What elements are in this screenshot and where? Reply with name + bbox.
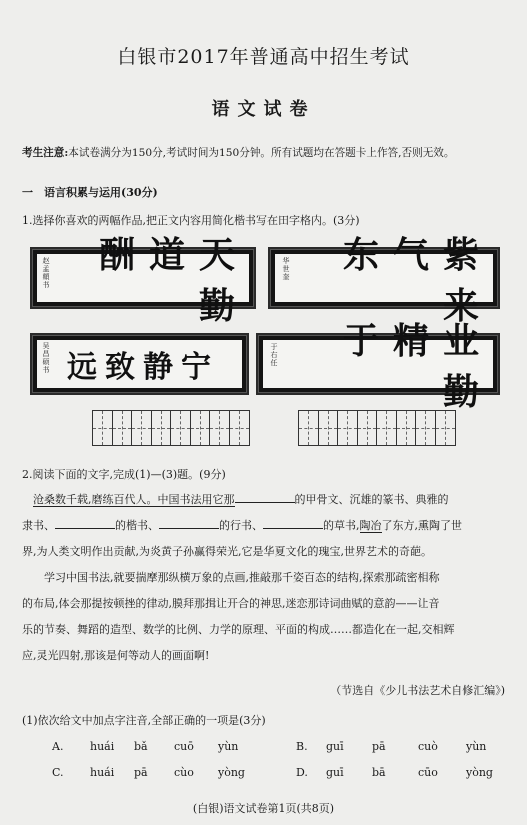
passage-text: 的草书, [323, 519, 360, 532]
work-3-signature: 吴昌硕书 [42, 342, 50, 374]
section-heading: 一 语言积累与运用(30分) [22, 186, 158, 199]
question-2-stem: 2.阅读下面的文字,完成(1)—(3)题。(9分) [22, 468, 226, 481]
calligraphy-work-1 [30, 234, 256, 327]
grid-cell[interactable] [113, 411, 133, 445]
pinyin: pā [134, 766, 148, 779]
pinyin: yòng [218, 766, 245, 779]
pinyin: yùn [218, 740, 239, 753]
fill-blank[interactable] [159, 517, 219, 529]
pinyin: yòng [466, 766, 493, 779]
pinyin: cūo [418, 766, 438, 779]
calligraphy-work-3 [30, 333, 249, 395]
grid-cell[interactable] [171, 411, 191, 445]
work-4-signature: 于右任 [270, 343, 278, 367]
grid-cell[interactable] [319, 411, 339, 445]
work-1-text: 天道酬勤 [98, 234, 249, 327]
work-3-text: 宁静致远 [67, 350, 219, 385]
passage-underlined: 陶冶 [359, 519, 382, 532]
passage-text: 的布局,体会那提按顿挫的律动,膜拜那揖让开合的神思,迷恋那诗词曲赋的意韵——让音 [22, 597, 440, 610]
pinyin: bǎ [134, 740, 148, 753]
pinyin: guī [326, 740, 344, 753]
grid-cell[interactable] [191, 411, 211, 445]
pinyin: pā [372, 740, 386, 753]
pinyin: cuō [174, 740, 194, 753]
pinyin: yùn [466, 740, 487, 753]
passage-paragraph-1 [22, 487, 510, 565]
option-key: B. [296, 740, 308, 753]
passage-text: 乐的节奏、舞蹈的造型、数学的比例、力学的原理、平面的构成……都造化在一起,交相辉 [22, 623, 455, 636]
pinyin: huái [90, 740, 115, 753]
passage-text: 了东方,熏陶了世 [381, 519, 462, 532]
option-key: C. [52, 766, 64, 779]
grid-cell[interactable] [299, 411, 319, 445]
grid-cell[interactable] [230, 411, 250, 445]
passage-text: 的甲骨文、沉雄的篆书、典雅的 [294, 493, 449, 506]
calligraphy-work-4 [256, 320, 500, 413]
answer-grid-right[interactable] [298, 410, 456, 446]
work-1-signature: 赵孟頫书 [42, 257, 50, 289]
passage-text: 界,为人类文明作出贡献,为炎黄子孙赢得荣光,它是华夏文化的瑰宝,世界艺术的奇葩。 [22, 545, 432, 558]
grid-cell[interactable] [436, 411, 456, 445]
question-1-stem: 1.选择你喜欢的两幅作品,把正文内容用简化楷书写在田字格内。(3分) [22, 214, 360, 227]
exam-notice [22, 145, 454, 160]
passage-text: 隶书、 [22, 519, 55, 532]
option-b[interactable] [296, 740, 506, 753]
fill-blank[interactable] [263, 517, 323, 529]
calligraphy-work-2 [268, 234, 500, 327]
grid-cell[interactable] [358, 411, 378, 445]
option-d[interactable] [296, 766, 506, 779]
pinyin: huái [90, 766, 115, 779]
grid-cell[interactable] [152, 411, 172, 445]
passage-text: 应,灵光四射,那该是何等动人的画面啊! [22, 649, 210, 662]
fill-blank[interactable] [55, 517, 115, 529]
fill-blank[interactable] [235, 491, 295, 503]
pinyin: bā [372, 766, 386, 779]
grid-cell[interactable] [93, 411, 113, 445]
grid-cell[interactable] [338, 411, 358, 445]
notice-label: 考生注意: [22, 147, 69, 159]
exam-title: 白银市2017年普通高中招生考试 [117, 46, 410, 68]
passage-text: 沧桑数千载,磨练百代人。中国书法用它那 [33, 493, 235, 506]
grid-cell[interactable] [397, 411, 417, 445]
answer-grid-left[interactable] [92, 410, 250, 446]
grid-cell[interactable] [416, 411, 436, 445]
work-4-text: 业精于勤 [342, 320, 493, 413]
work-2-signature: 华世奎 [282, 257, 290, 281]
work-2-text: 紫气东来 [342, 234, 493, 327]
option-key: D. [296, 766, 308, 779]
passage-text: 的楷书、 [115, 519, 159, 532]
pinyin: guī [326, 766, 344, 779]
option-key: A. [52, 740, 64, 753]
option-a[interactable] [52, 740, 258, 753]
passage-paragraph-2 [22, 565, 510, 669]
notice-text: 本试卷满分为150分,考试时间为150分钟。所有试题均在答题卡上作答,否则无效。 [68, 147, 455, 159]
page-footer: (白银)语文试卷第1页(共8页) [192, 802, 335, 815]
option-c[interactable] [52, 766, 258, 779]
grid-cell[interactable] [210, 411, 230, 445]
pinyin: cùo [174, 766, 194, 779]
question-2-1-stem: (1)依次给文中加点字注音,全部正确的一项是(3分) [22, 714, 266, 727]
exam-subtitle: 语文试卷 [211, 99, 316, 120]
pinyin: cuò [418, 740, 438, 753]
passage-text: 学习中国书法,就要揣摩那纵横万象的点画,推敲那千姿百态的结构,探索那疏密相称 [44, 571, 440, 584]
grid-cell[interactable] [377, 411, 397, 445]
passage-source: （节选自《少儿书法艺术自修汇编》) [330, 684, 505, 697]
grid-cell[interactable] [132, 411, 152, 445]
passage-text: 的行书、 [219, 519, 263, 532]
